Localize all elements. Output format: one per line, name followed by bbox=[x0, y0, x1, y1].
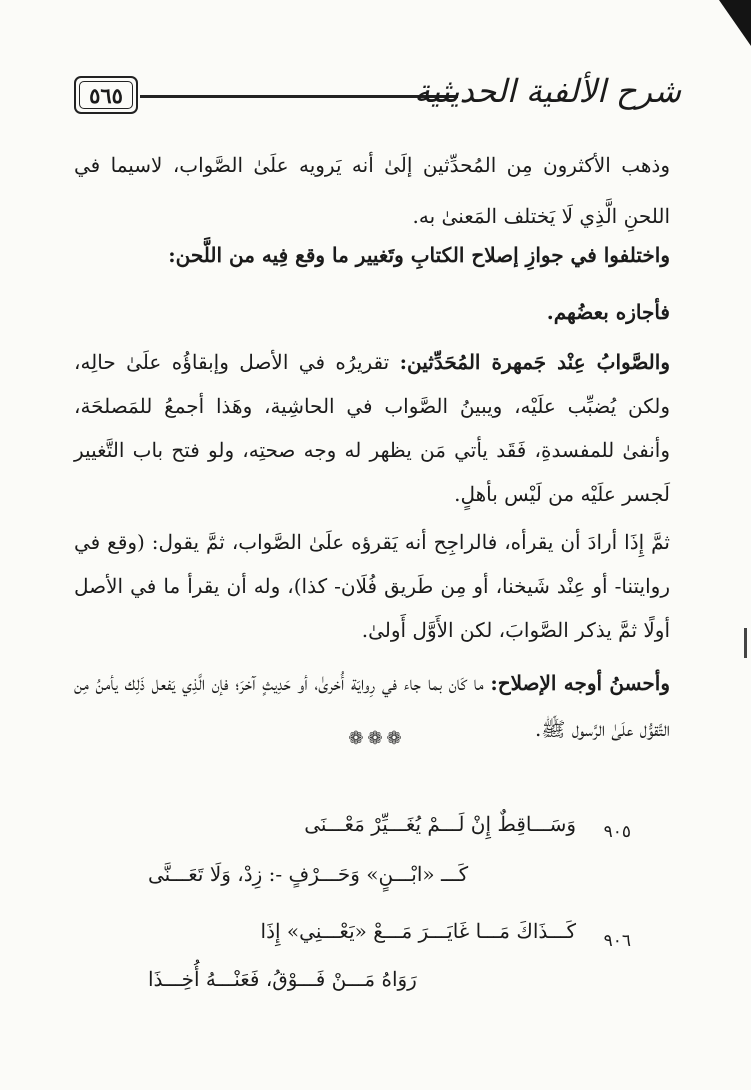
paragraph-4 bbox=[74, 340, 670, 516]
paragraph-5: ثمَّ إِذَا أرادَ أن يقرأه، فالراجِح أنه يَقرؤه علَىٰ الصَّواب، ثمَّ يقول: (وقع في روايتنا- أو عِنْد شَيخنا، أو مِن طَريق فُلَان- كذا)، وله أن يقرأ ما في الأصل أولًا ثمَّ يذكر الصَّوابَ، لكن الأَوَّل أَولىٰ. bbox=[74, 530, 670, 642]
section-separator: ❁❁❁ bbox=[348, 728, 406, 749]
verse-hemistich: رَوَاهُ مَـــنْ فَـــوْقُ، فَعَنْـــهُ أُخِـــذَا bbox=[148, 967, 417, 991]
verse-hemistich: كَـــذَاكَ مَـــا غَايَـــرَ مَـــعْ «يَعْـــنِي» إِذَا bbox=[260, 919, 576, 943]
paragraph-2: واختلفوا في جوازِ إصلاح الكتابِ وتَغيير ما وقع فِيه من اللَّحن: bbox=[168, 243, 670, 267]
paragraph-4-body: تقريرُه في الأصل وإبقاؤُه علَىٰ حالِه، ولكن يُضبِّب علَيْه، ويبينُ الصَّواب في الحاشِية، وهَذا أجمعُ للمَصلحَة، وأنفىٰ للمفسدةِ، فَقَد يأتي مَن يظهر له وجه صحتِه، ولو فتح باب التَّغيير لَجسر علَيْه من لَيْس بأهلٍ. bbox=[74, 350, 670, 506]
page-number bbox=[74, 76, 138, 114]
page-number-text: ٥٦٥ bbox=[89, 82, 123, 108]
verse-hemistich: وَسَـــاقِطٌ إِنْ لَـــمْ يُغَـــيِّرْ مَعْـــنَى bbox=[304, 812, 576, 836]
paragraph-6-lead: وأحسنُ أوجه الإصلاح: bbox=[490, 671, 671, 695]
verse-hemistich: كَـــ «ابْـــنٍ» وَحَـــرْفٍ -: زِدْ، وَلَا تَعَـــنَّى bbox=[148, 862, 469, 886]
paragraph-3: فأجازه بعضُهم. bbox=[546, 300, 670, 324]
paragraph-1: وذهب الأكثرون مِن المُحدِّثين إلَىٰ أنه يَرويه علَىٰ الصَّواب، لاسيما في اللحنِ الَّذِي لَا يَختلف المَعنىٰ به. bbox=[74, 153, 670, 228]
verse-number: ٩٠٦ bbox=[603, 931, 631, 951]
page-corner-mark bbox=[719, 0, 751, 46]
book-title: شرح الألفية الحديثية bbox=[414, 72, 681, 110]
verse-number: ٩٠٥ bbox=[603, 822, 631, 842]
margin-mark bbox=[744, 628, 747, 658]
paragraph-4-lead: والصَّوابُ عِنْد جَمهرة المُحَدِّثين: bbox=[399, 350, 670, 374]
paragraph-6-body: ما كَان بما جاء في رِوايَة أُخرىٰ، أو حَدِيثٍ آخرَ؛ فإن الَّذِي يَفعل ذَلِك يأمنُ مِن التَّقوُّل علَىٰ الرَّسول ﷺ. bbox=[74, 671, 670, 741]
header-rule bbox=[140, 95, 458, 98]
